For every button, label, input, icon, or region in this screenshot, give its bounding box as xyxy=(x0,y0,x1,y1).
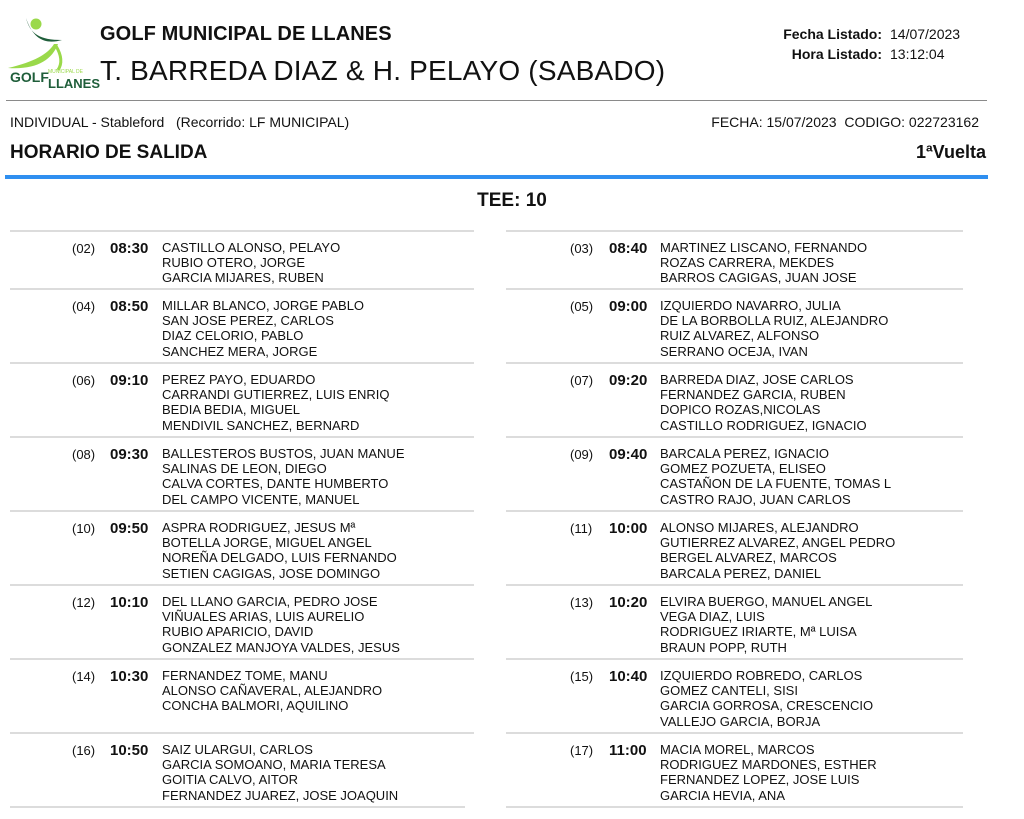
player-name: MENDIVIL SANCHEZ, BERNARD xyxy=(162,417,360,433)
round-label: 1ªVuelta xyxy=(915,142,986,162)
player-name: SAN JOSE PEREZ, CARLOS xyxy=(162,313,334,329)
club-name: GOLF MUNICIPAL DE LLANES xyxy=(100,23,392,45)
player-list xyxy=(660,372,963,433)
tee-time: 09:20 xyxy=(609,372,648,389)
player-name: GOITIA CALVO, AITOR xyxy=(162,772,299,788)
player-list xyxy=(660,240,963,286)
svg-text:GOLF: GOLF xyxy=(10,69,49,85)
player-name: CASTRO RAJO, JUAN CARLOS xyxy=(660,491,851,507)
group-divider xyxy=(10,806,465,808)
tee-time-group xyxy=(506,232,963,288)
player-name: RUBIO APARICIO, DAVID xyxy=(162,624,314,640)
player-name: GOMEZ POZUETA, ELISEO xyxy=(660,461,826,477)
tee-time-group xyxy=(506,512,963,584)
fecha-codigo: FECHA: 15/07/2023 CODIGO: 022723162 xyxy=(711,114,979,130)
player-name: BRAUN POPP, RUTH xyxy=(660,639,787,655)
player-name: GONZALEZ MANJOYA VALDES, JESUS xyxy=(162,639,400,655)
listing-meta-labels xyxy=(760,24,882,64)
player-name: CASTILLO ALONSO, PELAYO xyxy=(162,240,341,255)
player-name: MACIA MOREL, MARCOS xyxy=(660,742,815,757)
accent-divider xyxy=(5,175,988,179)
player-name: GARCIA GORROSA, CRESCENCIO xyxy=(660,698,874,714)
player-name: GARCIA HEVIA, ANA xyxy=(660,787,785,803)
player-name: SAIZ ULARGUI, CARLOS xyxy=(162,742,313,757)
tee-times-right-column xyxy=(506,230,963,808)
tee-time: 09:30 xyxy=(110,446,149,463)
player-name: CARRANDI GUTIERREZ, LUIS ENRIQ xyxy=(162,387,390,403)
tee-time-group xyxy=(10,438,474,510)
player-list xyxy=(162,668,474,714)
group-order: (05) xyxy=(570,299,594,314)
tee-time: 11:00 xyxy=(609,742,647,759)
player-name: DE LA BORBOLLA RUIZ, ALEJANDRO xyxy=(660,313,889,329)
player-name: DOPICO ROZAS,NICOLAS xyxy=(660,402,821,418)
golf-llanes-logo xyxy=(4,10,100,96)
player-name: NOREÑA DELGADO, LUIS FERNANDO xyxy=(162,550,397,566)
player-name: IZQUIERDO ROBREDO, CARLOS xyxy=(660,668,863,683)
group-order: (04) xyxy=(72,299,96,314)
player-name: VIÑUALES ARIAS, LUIS AURELIO xyxy=(162,609,365,625)
player-name: FERNANDEZ LOPEZ, JOSE LUIS xyxy=(660,772,860,788)
player-name: ELVIRA BUERGO, MANUEL ANGEL xyxy=(660,594,873,609)
player-list xyxy=(162,240,474,286)
header-divider xyxy=(6,100,987,101)
tee-time-group xyxy=(506,734,963,806)
player-name: DEL CAMPO VICENTE, MANUEL xyxy=(162,491,360,507)
player-name: BARCALA PEREZ, DANIEL xyxy=(660,565,822,581)
player-name: FERNANDEZ GARCIA, RUBEN xyxy=(660,387,846,403)
group-order: (17) xyxy=(570,743,594,758)
player-name: GOMEZ CANTELI, SISI xyxy=(660,683,798,699)
group-order: (12) xyxy=(72,595,96,610)
player-name: RUIZ ALVAREZ, ALFONSO xyxy=(660,328,820,344)
event-title: T. BARREDA DIAZ & H. PELAYO (SABADO) xyxy=(100,55,666,86)
player-name: BEDIA BEDIA, MIGUEL xyxy=(162,402,300,418)
group-order: (13) xyxy=(570,595,594,610)
tee-time: 10:10 xyxy=(110,594,149,611)
tee-time-group xyxy=(506,290,963,362)
tee-time-group xyxy=(506,586,963,658)
player-list xyxy=(162,372,474,433)
group-order: (14) xyxy=(72,669,96,684)
player-name: RUBIO OTERO, JORGE xyxy=(162,255,306,271)
tee-time-group xyxy=(10,364,474,436)
player-name: ROZAS CARRERA, MEKDES xyxy=(660,255,835,271)
competition-format: INDIVIDUAL - Stableford (Recorrido: LF MUNICIPAL) xyxy=(10,114,350,130)
tee-time: 10:20 xyxy=(609,594,648,611)
tee-time: 09:40 xyxy=(609,446,648,463)
tee-heading: TEE: 10 xyxy=(477,190,547,211)
group-order: (10) xyxy=(72,521,96,536)
player-name: BOTELLA JORGE, MIGUEL ANGEL xyxy=(162,535,372,551)
player-list xyxy=(162,742,474,803)
player-list xyxy=(660,594,963,655)
player-list xyxy=(162,298,474,359)
player-name: GARCIA MIJARES, RUBEN xyxy=(162,270,324,286)
hora-listado-value: 13:12:04 xyxy=(890,46,945,62)
tee-time-group xyxy=(10,290,474,362)
player-name: PEREZ PAYO, EDUARDO xyxy=(162,372,316,387)
svg-text:LLANES: LLANES xyxy=(48,76,100,91)
group-order: (06) xyxy=(72,373,96,388)
group-order: (09) xyxy=(570,447,594,462)
player-name: BARREDA DIAZ, JOSE CARLOS xyxy=(660,372,854,387)
tee-time-group xyxy=(10,512,474,584)
tee-time: 09:10 xyxy=(110,372,149,389)
player-name: SERRANO OCEJA, IVAN xyxy=(660,343,808,359)
tee-time-group xyxy=(10,232,474,288)
player-list xyxy=(660,668,963,729)
player-name: BERGEL ALVAREZ, MARCOS xyxy=(660,550,837,566)
group-order: (07) xyxy=(570,373,594,388)
fecha-listado-label: Fecha Listado: xyxy=(783,26,882,42)
tee-time: 09:00 xyxy=(609,298,648,315)
player-name: BARROS CAGIGAS, JUAN JOSE xyxy=(660,270,857,286)
svg-text:MUNICIPAL DE: MUNICIPAL DE xyxy=(48,69,84,75)
group-order: (15) xyxy=(570,669,594,684)
player-list xyxy=(660,446,963,507)
player-name: CONCHA BALMORI, AQUILINO xyxy=(162,698,349,714)
player-list xyxy=(660,742,963,803)
player-name: CASTILLO RODRIGUEZ, IGNACIO xyxy=(660,417,867,433)
player-name: MARTINEZ LISCANO, FERNANDO xyxy=(660,240,868,255)
player-name: VEGA DIAZ, LUIS xyxy=(660,609,765,625)
tee-times-left-column xyxy=(10,230,474,808)
group-divider xyxy=(506,806,963,808)
player-list xyxy=(162,520,474,581)
tee-time-group xyxy=(506,364,963,436)
hora-listado-label: Hora Listado: xyxy=(791,46,882,62)
tee-time: 10:00 xyxy=(609,520,648,537)
player-name: SETIEN CAGIGAS, JOSE DOMINGO xyxy=(162,565,381,581)
group-order: (11) xyxy=(570,521,593,536)
group-order: (03) xyxy=(570,241,594,256)
player-name: DEL LLANO GARCIA, PEDRO JOSE xyxy=(162,594,378,609)
tee-time: 10:50 xyxy=(110,742,149,759)
player-name: GARCIA SOMOANO, MARIA TERESA xyxy=(162,757,386,773)
player-name: CASTAÑON DE LA FUENTE, TOMAS L xyxy=(660,476,892,492)
group-order: (02) xyxy=(72,241,96,256)
player-name: GUTIERREZ ALVAREZ, ANGEL PEDRO xyxy=(660,535,896,551)
player-list xyxy=(162,446,474,507)
tee-time: 08:30 xyxy=(110,240,149,257)
listing-meta-values xyxy=(890,24,960,64)
player-name: DIAZ CELORIO, PABLO xyxy=(162,328,304,344)
player-list xyxy=(660,298,963,359)
player-name: IZQUIERDO NAVARRO, JULIA xyxy=(660,298,841,313)
group-order: (16) xyxy=(72,743,96,758)
player-name: RODRIGUEZ MARDONES, ESTHER xyxy=(660,757,877,773)
tee-time: 10:40 xyxy=(609,668,648,685)
tee-time-group xyxy=(10,586,474,658)
tee-time: 09:50 xyxy=(110,520,149,537)
tee-time: 10:30 xyxy=(110,668,149,685)
player-name: BALLESTEROS BUSTOS, JUAN MANUE xyxy=(162,446,405,461)
player-name: SANCHEZ MERA, JORGE xyxy=(162,343,318,359)
group-order: (08) xyxy=(72,447,96,462)
tee-time-group xyxy=(506,660,963,732)
player-name: ASPRA RODRIGUEZ, JESUS Mª xyxy=(162,520,356,535)
player-list xyxy=(660,520,963,581)
player-name: FERNANDEZ TOME, MANU xyxy=(162,668,328,683)
player-name: SALINAS DE LEON, DIEGO xyxy=(162,461,327,477)
tee-time: 08:40 xyxy=(609,240,648,257)
section-title: HORARIO DE SALIDA xyxy=(10,142,208,163)
player-list xyxy=(162,594,474,655)
fecha-listado-value: 14/07/2023 xyxy=(890,26,961,42)
player-name: ALONSO CAÑAVERAL, ALEJANDRO xyxy=(162,683,383,699)
player-name: MILLAR BLANCO, JORGE PABLO xyxy=(162,298,365,313)
tee-time-group xyxy=(10,660,474,732)
player-name: BARCALA PEREZ, IGNACIO xyxy=(660,446,830,461)
player-name: ALONSO MIJARES, ALEJANDRO xyxy=(660,520,859,535)
tee-time-group xyxy=(506,438,963,510)
player-name: VALLEJO GARCIA, BORJA xyxy=(660,713,821,729)
tee-time: 08:50 xyxy=(110,298,149,315)
player-name: FERNANDEZ JUAREZ, JOSE JOAQUIN xyxy=(162,787,399,803)
player-name: RODRIGUEZ IRIARTE, Mª LUISA xyxy=(660,624,857,640)
tee-time-group xyxy=(10,734,474,806)
player-name: CALVA CORTES, DANTE HUMBERTO xyxy=(162,476,389,492)
